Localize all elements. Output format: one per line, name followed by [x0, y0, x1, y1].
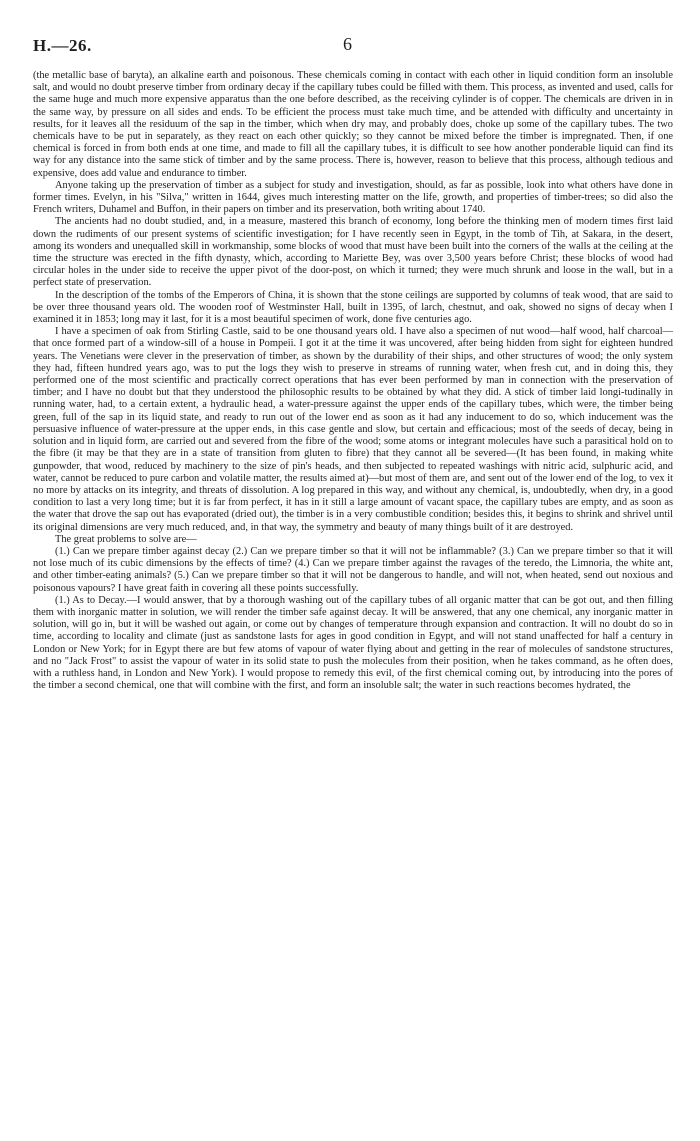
body-text [33, 70, 673, 692]
paragraph: (1.) Can we prepare timber against decay (2.) Can we prepare timber so that it will not be inflammable? (3.) Can we prepare timber so that it will not lose much of its cubic dimensions by the effects of time? (4.) Can we prepare timber against the ravages of the teredo, the Limnoria, the white ant, and other timber-eating animals? (5.) Can we prepare timber so that it will not be dangerous to handle, and will not, when heated, send out noxious and poisonous vapours? I have great faith in covering all these points successfully. [33, 545, 673, 594]
paragraph: (the metallic base of baryta), an alkaline earth and poisonous. These chemicals coming in contact with each other in liquid condition form an insoluble salt, and would no doubt preserve timber from ordinary decay if the capillary tubes could be filled with them. This process, as invented and used, calls for the same huge and much more expensive apparatus than the one before described, as the receiving cylinder is of copper. The chemicals are driven in in the same way, by pressure on all sides and ends. To be efficient the process must take much time, and be attended with difficulty and uncertainty in results, for it leaves all the residuum of the sap in the timber, which when dry may, and probably does, choke up some of the capillary tubes. The two chemicals have to be put in separately, as they react on each other quickly; so they cannot be mixed before the timber is impregnated. Then, if one chemical is forced in from both ends at one time, and made to fill all the capillary tubes, it is difficult to see how another ponderable liquid can find its way for any distance into the same stick of timber and by the same process. There is, however, reason to believe that this process, although tedious and expensive, does add value and endurance to timber. [33, 70, 673, 179]
paragraph: (1.) As to Decay.—I would answer, that by a thorough washing out of the capillary tubes of all organic matter that can be got out, and then filling them with inorganic matter in solution, we will render the timber safe against decay. It will be answered, that any one chemical, any inorganic matter in solution, will go in, but it will be washed out again, or come out by changes of temperature through expansion and contraction. It will no doubt do so in time, according to locality and climate (just as sandstone lasts for ages in good condition in Egypt, and will not stand unaffected for half a century in London or New York; for in Egypt there are but few atoms of vapour of water flying about and getting in the rear of molecules of sandstone structures, and no "Jack Frost" to assist the vapour of water in its solid state to push the molecules from their position, when he takes command, as he often does, with a ruthless hand, in London and New York). I would propose to remedy this evil, of the first chemical coming out, by introducing into the pores of the timber a second chemical, one that will combine with the first, and form an insoluble salt; the water in such reactions becomes hydrated, the [33, 594, 673, 692]
paragraph: In the description of the tombs of the Emperors of China, it is shown that the stone ceilings are supported by columns of teak wood, that are said to be over three thousand years old. The wooden roof of Westminster Hall, built in 1395, of larch, chestnut, and oak, showed no signs of decay when I examined it in 1853; long may it last, for it is a most beautiful specimen of work, done five centuries ago. [33, 289, 673, 326]
paragraph: I have a specimen of oak from Stirling Castle, said to be one thousand years old. I have also a specimen of nut wood—half wood, half charcoal—that once formed part of a window-sill of a house in Pompeii. I got it at the time it was uncovered, after being hidden from sight for eighteen hundred years. The Venetians were clever in the preservation of timber, as shown by the durability of their ships, and other structures of wood; the only system they had, fifteen hundred years ago, was to put the logs they wish to preserve in streams of running water, when fresh cut, and in doing this, they performed one of the most scientific and practically correct operations that has ever been performed by man in connection with the preservation of timber; and I have no doubt but that they understood the philosophic results to be obtained by what they did. A stick of timber laid longi-tudinally in running water, had, to a certain extent, a hydraulic head, a water-pressure against the upper ends of the capillary tubes, which were, the timber being green, full of the sap in its liquid state, and ready to run out of the lower end as soon as it had any inducement to do so, which inducement was the persuasive influence of water-pressure at the upper ends, in this case gentle and slow, but certain and efficacious; most of the seeds of decay, being in solution and in liquid form, are carried out and severed from the fibre of the wood; some atoms or integrant molecules have such a parasitical hold on to the fibre (it may be that they are in a state of transition from gluten to fibre) that they cannot all be severed—(It has been found, in making white gunpowder, that wood, reduced by machinery to the size of pin's heads, and then subjected to repeated washings with nitric acid, sulphuric acid, and water, cannot be reduced to pure carbon and volatile matter, the results aimed at)—but most of them are, and sent out of the lower end of the log, to vex it no more by attacks on its integrity, and threats of dissolution. A log prepared in this way, and without any chemical, is, undoubtedly, when dry, in a good condition to last a very long time; but it is far from perfect, it has in it still a large amount of vacant space, the capillary tubes are empty, and as soon as the water that drove the sap out has evaporated (dried out), the timber is in a very combustible condition; besides this, it begins to shrink and shrivel until its original dimensions are very much reduced, and, in that way, the symmetry and beauty of many things built of it are destroyed. [33, 326, 673, 533]
paragraph: The ancients had no doubt studied, and, in a measure, mastered this branch of economy, long before the thinking men of modern times first laid down the rudiments of our present systems of scientific investigation; for I have recently seen in Egypt, in the tomb of Tih, at Sakara, in the desert, among its wonders and unequalled skill in workmanship, some blocks of wood that must have been built into the corners of the walls at the ceiling at the time the structure was erected in the fifth dynasty, which, according to Mariette Bey, was over 3,500 years before Christ; these blocks of wood had circular holes in the under side to receive the upper pivot of the door-post, on which it turned; they were much shrunk and loose in the wall, but in a perfect state of preservation. [33, 216, 673, 289]
paragraph: Anyone taking up the preservation of timber as a subject for study and investigation, should, as far as possible, look into what others have done in former times. Evelyn, in his "Silva," written in 1644, gives much interesting matter on the life, growth, and properties of timber-trees; so did also the French writers, Duhamel and Buffon, in their papers on timber and its preservation, both writing about 1740. [33, 179, 673, 216]
document-code: H.—26. [33, 36, 92, 55]
page-header [33, 0, 673, 70]
page-number: 6 [343, 34, 352, 54]
document-page [33, 0, 673, 692]
paragraph: The great problems to solve are— [55, 533, 197, 545]
